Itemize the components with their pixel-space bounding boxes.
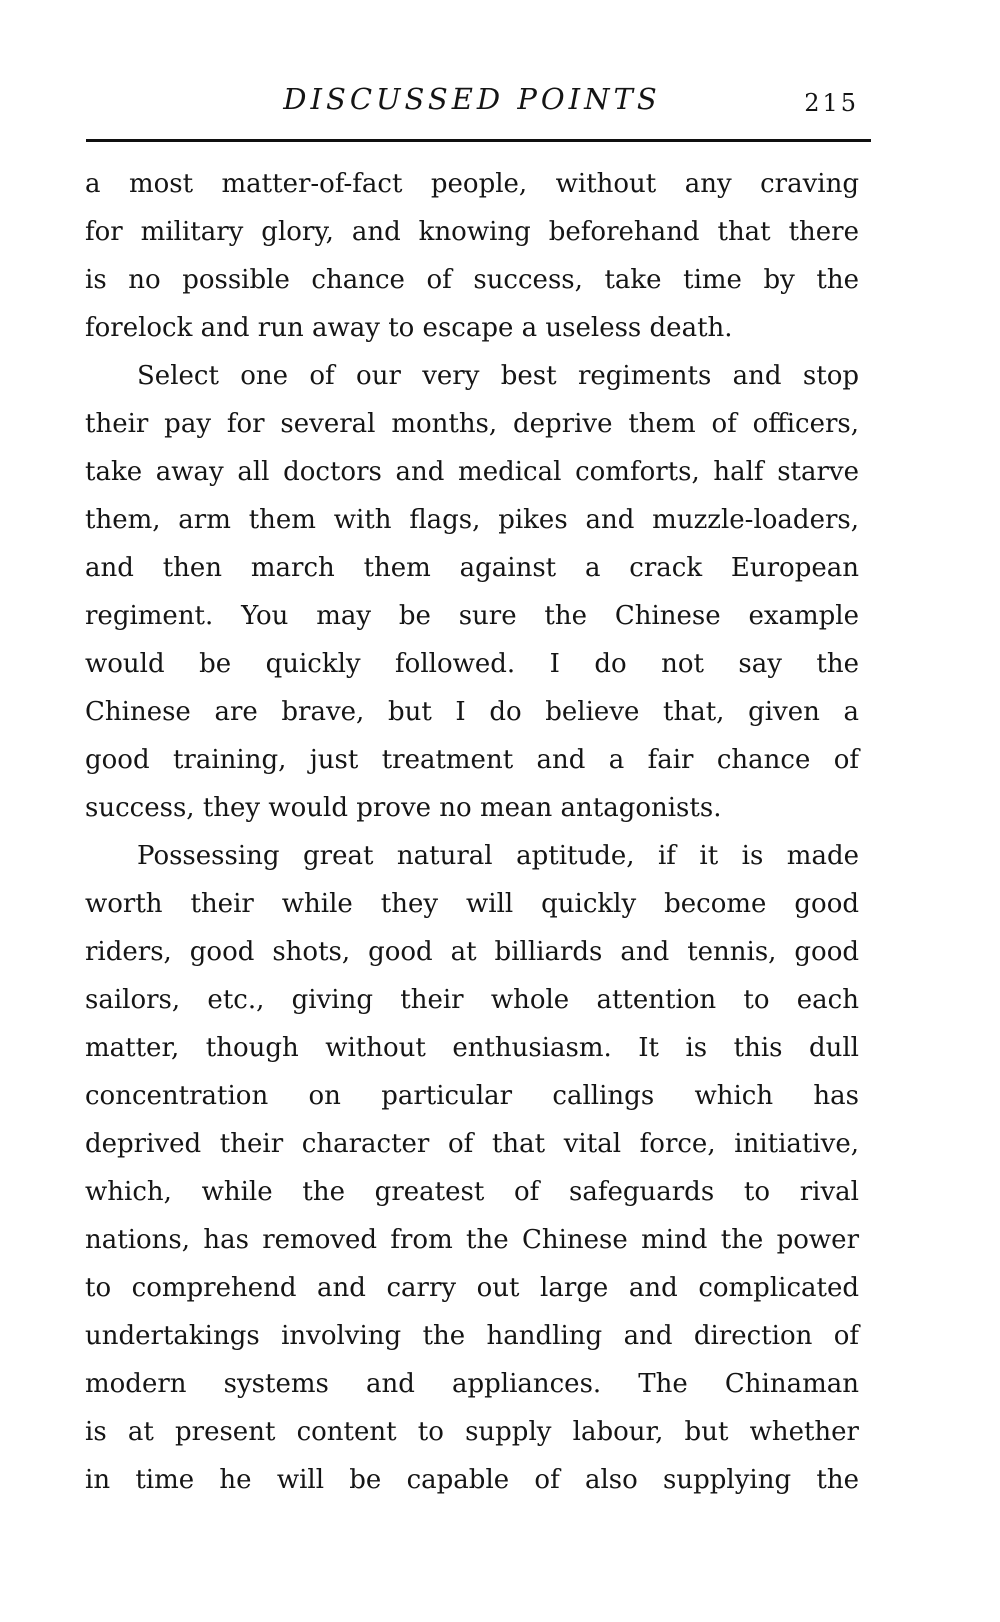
page-number: 215 [804, 89, 859, 117]
text-line: Chinese are brave, but I do believe that, given a [85, 697, 859, 727]
text-line: matter, though without enthusiasm. It is this dull [85, 1033, 859, 1063]
text-line: forelock and run away to escape a useless death. [85, 313, 733, 343]
text-line: success, they would prove no mean antagonists. [85, 793, 722, 823]
text-line: is at present content to supply labour, but whether [85, 1417, 859, 1447]
text-line: concentration on particular callings which has [85, 1081, 859, 1111]
page-text [85, 160, 859, 1504]
header-rule [86, 139, 871, 142]
running-header [85, 82, 859, 122]
text-line: modern systems and appliances. The Chinaman [85, 1369, 859, 1399]
page-title: DISCUSSED POINTS [283, 82, 661, 116]
text-line: for military glory, and knowing beforehand that there [85, 217, 859, 247]
text-line: regiment. You may be sure the Chinese example [85, 601, 859, 631]
text-line: is no possible chance of success, take time by the [85, 265, 859, 295]
text-line: nations, has removed from the Chinese mind the power [85, 1225, 859, 1255]
text-line: Select one of our very best regiments and stop [137, 361, 859, 391]
text-line: worth their while they will quickly become good [85, 889, 859, 919]
text-line: good training, just treatment and a fair chance of [85, 745, 859, 775]
text-line: to comprehend and carry out large and complicated [85, 1273, 859, 1303]
text-line: sailors, etc., giving their whole attention to each [85, 985, 859, 1015]
text-line: riders, good shots, good at billiards and tennis, good [85, 937, 859, 967]
text-line: them, arm them with flags, pikes and muzzle-loaders, [85, 505, 859, 535]
text-line: would be quickly followed. I do not say the [85, 649, 859, 679]
text-line: and then march them against a crack European [85, 553, 859, 583]
text-line: their pay for several months, deprive them of officers, [85, 409, 859, 439]
text-line: take away all doctors and medical comforts, half starve [85, 457, 859, 487]
text-line: Possessing great natural aptitude, if it is made [137, 841, 859, 871]
text-line: undertakings involving the handling and direction of [85, 1321, 859, 1351]
text-line: deprived their character of that vital force, initiative, [85, 1129, 859, 1159]
text-line: in time he will be capable of also supplying the [85, 1465, 859, 1495]
text-line: a most matter-of-fact people, without any craving [85, 169, 859, 199]
text-line: which, while the greatest of safeguards to rival [85, 1177, 859, 1207]
